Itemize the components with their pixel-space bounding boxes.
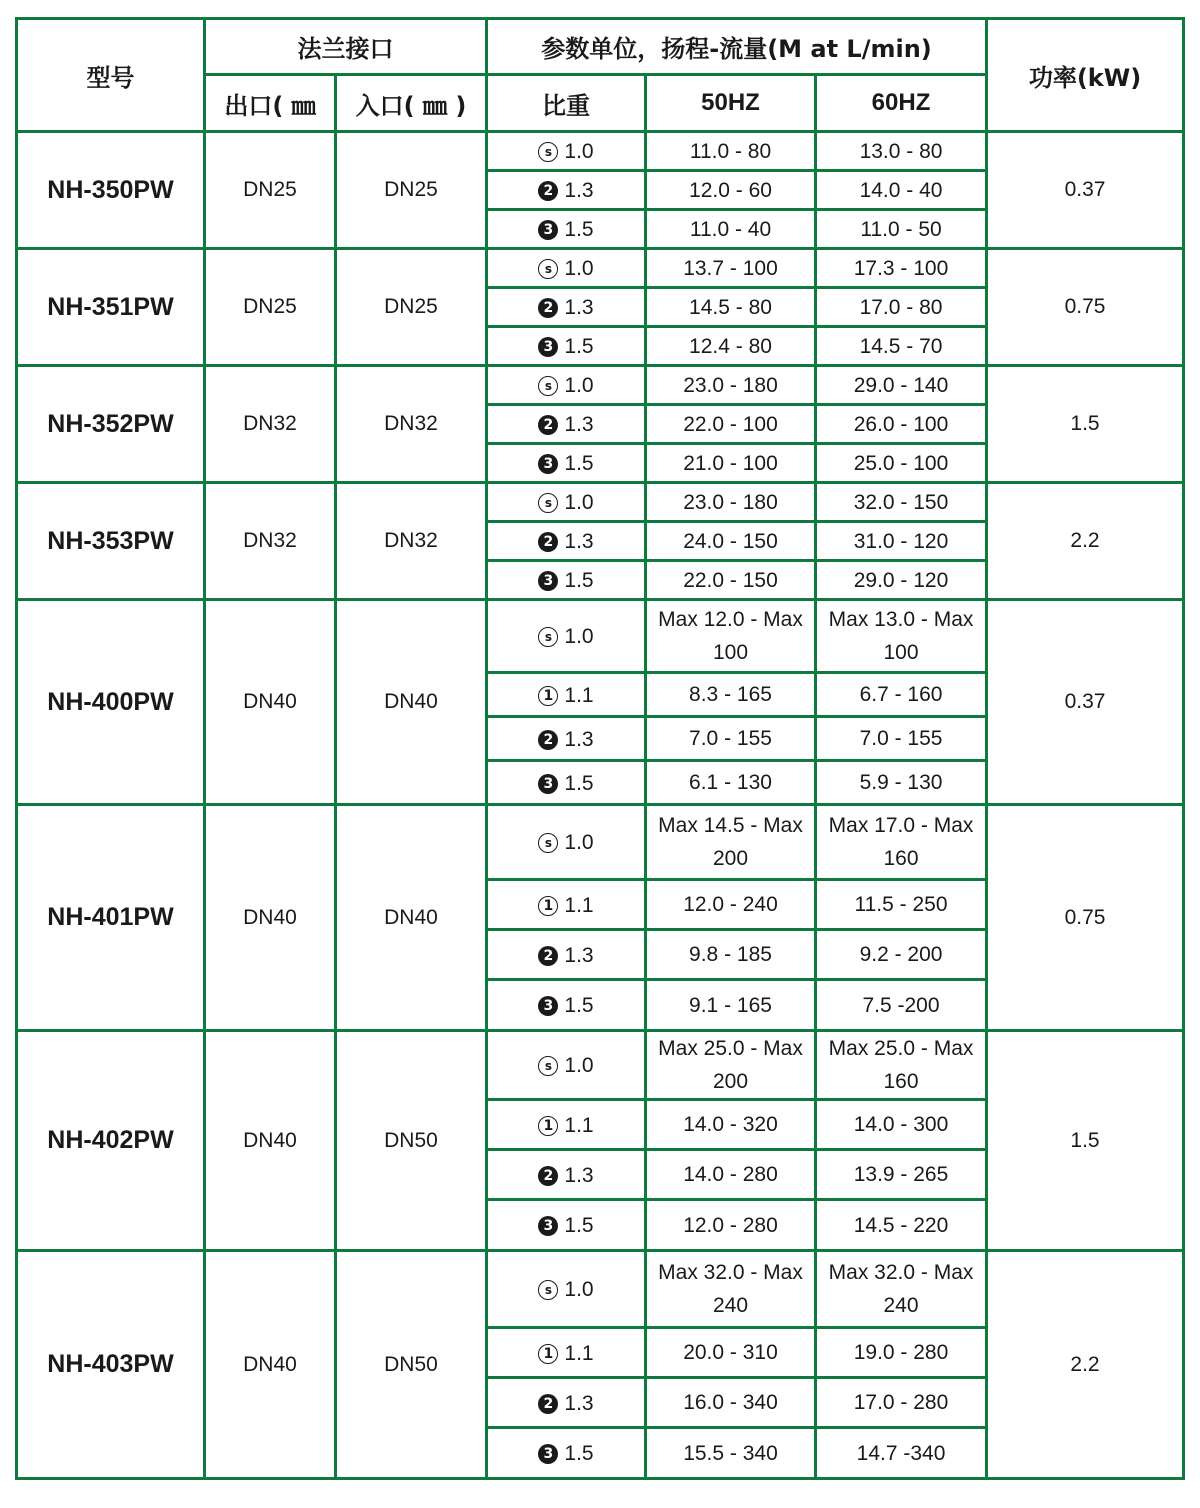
- gravity-label: [538, 728, 593, 752]
- gravity-cell: [487, 1251, 646, 1328]
- gravity-value: 1.0: [564, 140, 594, 163]
- gravity-cell: [487, 288, 646, 327]
- table-row: [17, 366, 1184, 405]
- gravity-label: [538, 831, 593, 855]
- head-flow-60hz-cell: 7.5 -200: [816, 980, 987, 1031]
- gravity-value: 1.5: [564, 218, 594, 241]
- head-flow-60hz-cell: Max 32.0 - Max 240: [816, 1251, 987, 1328]
- gravity-grade-icon: s: [538, 1056, 558, 1076]
- gravity-cell: [487, 405, 646, 444]
- head-flow-60hz-cell: 29.0 - 140: [816, 366, 987, 405]
- head-flow-60hz-cell: 32.0 - 150: [816, 483, 987, 522]
- gravity-grade-icon: 1: [538, 686, 558, 706]
- gravity-value: 1.0: [564, 625, 594, 648]
- head-flow-50hz-cell: 22.0 - 150: [646, 561, 816, 600]
- head-flow-50hz-cell: Max 12.0 - Max 100: [646, 600, 816, 673]
- gravity-cell: [487, 1100, 646, 1150]
- gravity-cell: [487, 880, 646, 930]
- model-cell: NH-401PW: [17, 805, 205, 1031]
- head-flow-60hz-cell: 11.0 - 50: [816, 210, 987, 249]
- model-cell: NH-402PW: [17, 1031, 205, 1251]
- gravity-label: [538, 452, 593, 476]
- model-cell: NH-351PW: [17, 249, 205, 366]
- inlet-cell: DN25: [336, 132, 487, 249]
- head-flow-50hz-cell: 23.0 - 180: [646, 366, 816, 405]
- head-flow-50hz-cell: 11.0 - 80: [646, 132, 816, 171]
- gravity-grade-icon: 2: [538, 415, 558, 435]
- head-flow-50hz-cell: 14.0 - 280: [646, 1150, 816, 1200]
- gravity-cell: [487, 522, 646, 561]
- gravity-grade-icon: 2: [538, 946, 558, 966]
- inlet-cell: DN40: [336, 805, 487, 1031]
- gravity-cell: [487, 132, 646, 171]
- gravity-cell: [487, 171, 646, 210]
- gravity-cell: [487, 1328, 646, 1378]
- inlet-cell: DN50: [336, 1031, 487, 1251]
- head-flow-60hz-cell: 9.2 - 200: [816, 930, 987, 980]
- gravity-value: 1.0: [564, 257, 594, 280]
- gravity-label: [538, 1342, 593, 1366]
- gravity-grade-icon: 1: [538, 1116, 558, 1136]
- gravity-value: 1.3: [564, 179, 594, 202]
- gravity-value: 1.5: [564, 1442, 594, 1465]
- gravity-value: 1.3: [564, 1391, 594, 1415]
- head-flow-50hz-cell: Max 25.0 - Max 200: [646, 1031, 816, 1100]
- outlet-cell: DN32: [205, 366, 336, 483]
- head-flow-60hz-cell: 13.0 - 80: [816, 132, 987, 171]
- header-outlet: 出口( ㎜: [205, 75, 336, 132]
- outlet-cell: DN32: [205, 483, 336, 600]
- gravity-label: [538, 1278, 593, 1302]
- head-flow-50hz-cell: 13.7 - 100: [646, 249, 816, 288]
- model-cell: NH-400PW: [17, 600, 205, 805]
- head-flow-60hz-cell: 17.0 - 80: [816, 288, 987, 327]
- model-cell: NH-352PW: [17, 366, 205, 483]
- head-flow-60hz-cell: 17.3 - 100: [816, 249, 987, 288]
- gravity-label: [538, 569, 593, 593]
- gravity-cell: [487, 1150, 646, 1200]
- gravity-value: 1.1: [564, 893, 594, 917]
- head-flow-60hz-cell: 14.5 - 220: [816, 1200, 987, 1251]
- head-flow-60hz-cell: 19.0 - 280: [816, 1328, 987, 1378]
- gravity-grade-icon: s: [538, 1280, 558, 1300]
- gravity-value: 1.5: [564, 771, 594, 795]
- gravity-label: [538, 1164, 593, 1188]
- head-flow-50hz-cell: 12.0 - 60: [646, 171, 816, 210]
- gravity-cell: [487, 561, 646, 600]
- head-flow-50hz-cell: 23.0 - 180: [646, 483, 816, 522]
- gravity-label: [538, 140, 593, 164]
- gravity-cell: [487, 1378, 646, 1428]
- head-flow-50hz-cell: 9.1 - 165: [646, 980, 816, 1031]
- gravity-value: 1.1: [564, 1113, 594, 1137]
- head-flow-60hz-cell: 6.7 - 160: [816, 673, 987, 717]
- gravity-label: [538, 1442, 593, 1466]
- power-cell: 2.2: [987, 483, 1184, 600]
- table-row: [17, 805, 1184, 880]
- gravity-label: [538, 772, 593, 796]
- head-flow-50hz-cell: 20.0 - 310: [646, 1328, 816, 1378]
- outlet-cell: DN25: [205, 249, 336, 366]
- table-row: [17, 249, 1184, 288]
- header-60hz: 60HZ: [816, 75, 987, 132]
- gravity-cell: [487, 249, 646, 288]
- head-flow-60hz-cell: 17.0 - 280: [816, 1378, 987, 1428]
- gravity-grade-icon: 2: [538, 730, 558, 750]
- gravity-label: [538, 179, 593, 203]
- inlet-cell: DN25: [336, 249, 487, 366]
- model-cell: NH-353PW: [17, 483, 205, 600]
- power-cell: 0.75: [987, 249, 1184, 366]
- gravity-grade-icon: 2: [538, 1394, 558, 1414]
- gravity-grade-icon: 2: [538, 532, 558, 552]
- gravity-cell: [487, 210, 646, 249]
- gravity-grade-icon: 3: [538, 571, 558, 591]
- gravity-cell: [487, 980, 646, 1031]
- head-flow-60hz-cell: 5.9 - 130: [816, 761, 987, 805]
- header-flange: 法兰接口: [205, 19, 487, 75]
- head-flow-50hz-cell: 7.0 - 155: [646, 717, 816, 761]
- head-flow-60hz-cell: 14.5 - 70: [816, 327, 987, 366]
- gravity-grade-icon: 1: [538, 896, 558, 916]
- outlet-cell: DN40: [205, 805, 336, 1031]
- gravity-cell: [487, 717, 646, 761]
- gravity-grade-icon: s: [538, 493, 558, 513]
- head-flow-50hz-cell: 12.0 - 240: [646, 880, 816, 930]
- gravity-value: 1.5: [564, 1214, 594, 1237]
- gravity-cell: [487, 930, 646, 980]
- gravity-label: [538, 257, 593, 281]
- gravity-grade-icon: 2: [538, 1166, 558, 1186]
- gravity-label: [538, 218, 593, 242]
- gravity-label: [538, 530, 593, 554]
- gravity-grade-icon: s: [538, 259, 558, 279]
- inlet-cell: DN32: [336, 483, 487, 600]
- inlet-cell: DN50: [336, 1251, 487, 1479]
- power-cell: 2.2: [987, 1251, 1184, 1479]
- gravity-grade-icon: 2: [538, 298, 558, 318]
- gravity-cell: [487, 805, 646, 880]
- outlet-cell: DN40: [205, 600, 336, 805]
- header-gravity: 比重: [487, 75, 646, 132]
- gravity-cell: [487, 673, 646, 717]
- outlet-cell: DN40: [205, 1031, 336, 1251]
- gravity-label: [538, 684, 593, 708]
- head-flow-50hz-cell: 8.3 - 165: [646, 673, 816, 717]
- inlet-cell: DN32: [336, 366, 487, 483]
- gravity-label: [538, 994, 593, 1018]
- gravity-label: [538, 625, 593, 649]
- gravity-grade-icon: 3: [538, 454, 558, 474]
- model-cell: NH-403PW: [17, 1251, 205, 1479]
- gravity-grade-icon: 3: [538, 1444, 558, 1464]
- gravity-label: [538, 335, 593, 359]
- outlet-cell: DN25: [205, 132, 336, 249]
- power-cell: 1.5: [987, 366, 1184, 483]
- gravity-value: 1.5: [564, 452, 594, 475]
- head-flow-60hz-cell: Max 25.0 - Max 160: [816, 1031, 987, 1100]
- gravity-label: [538, 1054, 593, 1078]
- gravity-label: [538, 1214, 593, 1238]
- gravity-value: 1.5: [564, 994, 594, 1017]
- head-flow-60hz-cell: 7.0 - 155: [816, 717, 987, 761]
- gravity-label: [538, 944, 593, 968]
- gravity-value: 1.5: [564, 569, 594, 592]
- gravity-label: [538, 894, 593, 918]
- head-flow-50hz-cell: 16.0 - 340: [646, 1378, 816, 1428]
- head-flow-60hz-cell: 31.0 - 120: [816, 522, 987, 561]
- power-cell: 0.37: [987, 132, 1184, 249]
- inlet-cell: DN40: [336, 600, 487, 805]
- gravity-grade-icon: 3: [538, 1216, 558, 1236]
- head-flow-60hz-cell: 26.0 - 100: [816, 405, 987, 444]
- head-flow-60hz-cell: Max 13.0 - Max 100: [816, 600, 987, 673]
- head-flow-50hz-cell: 12.0 - 280: [646, 1200, 816, 1251]
- gravity-grade-icon: s: [538, 833, 558, 853]
- gravity-value: 1.0: [564, 831, 594, 854]
- table-row: [17, 1031, 1184, 1100]
- gravity-cell: [487, 1031, 646, 1100]
- table-row: [17, 132, 1184, 171]
- power-cell: 0.75: [987, 805, 1184, 1031]
- head-flow-60hz-cell: 11.5 - 250: [816, 880, 987, 930]
- gravity-cell: [487, 327, 646, 366]
- head-flow-50hz-cell: Max 14.5 - Max 200: [646, 805, 816, 880]
- gravity-value: 1.0: [564, 491, 594, 514]
- gravity-label: [538, 296, 593, 320]
- gravity-grade-icon: s: [538, 627, 558, 647]
- pump-spec-table: [15, 17, 1185, 1480]
- gravity-value: 1.3: [564, 413, 594, 436]
- gravity-label: [538, 1392, 593, 1416]
- head-flow-60hz-cell: Max 17.0 - Max 160: [816, 805, 987, 880]
- head-flow-60hz-cell: 25.0 - 100: [816, 444, 987, 483]
- gravity-value: 1.3: [564, 727, 594, 751]
- table-row: [17, 600, 1184, 673]
- gravity-grade-icon: 3: [538, 220, 558, 240]
- gravity-value: 1.3: [564, 530, 594, 553]
- head-flow-50hz-cell: 21.0 - 100: [646, 444, 816, 483]
- gravity-grade-icon: 3: [538, 996, 558, 1016]
- header-power: 功率(kW): [987, 19, 1184, 132]
- gravity-grade-icon: s: [538, 142, 558, 162]
- gravity-cell: [487, 483, 646, 522]
- gravity-grade-icon: s: [538, 376, 558, 396]
- gravity-label: [538, 413, 593, 437]
- gravity-value: 1.3: [564, 296, 594, 319]
- gravity-cell: [487, 761, 646, 805]
- gravity-cell: [487, 444, 646, 483]
- header-model: 型号: [17, 19, 205, 132]
- header-inlet: 入口( ㎜ ): [336, 75, 487, 132]
- power-cell: 0.37: [987, 600, 1184, 805]
- gravity-value: 1.3: [564, 943, 594, 967]
- head-flow-60hz-cell: 14.0 - 300: [816, 1100, 987, 1150]
- head-flow-50hz-cell: Max 32.0 - Max 240: [646, 1251, 816, 1328]
- head-flow-60hz-cell: 14.7 -340: [816, 1428, 987, 1479]
- gravity-value: 1.1: [564, 683, 594, 707]
- header-params: 参数单位，扬程-流量(M at L/min): [487, 19, 987, 75]
- spec-table-body: [17, 132, 1184, 1479]
- gravity-cell: [487, 366, 646, 405]
- gravity-label: [538, 1114, 593, 1138]
- head-flow-60hz-cell: 13.9 - 265: [816, 1150, 987, 1200]
- head-flow-60hz-cell: 14.0 - 40: [816, 171, 987, 210]
- gravity-cell: [487, 600, 646, 673]
- head-flow-50hz-cell: 6.1 - 130: [646, 761, 816, 805]
- gravity-value: 1.1: [564, 1341, 594, 1365]
- gravity-grade-icon: 3: [538, 337, 558, 357]
- gravity-value: 1.0: [564, 374, 594, 397]
- gravity-value: 1.0: [564, 1278, 594, 1301]
- head-flow-50hz-cell: 22.0 - 100: [646, 405, 816, 444]
- table-row: [17, 483, 1184, 522]
- header-50hz: 50HZ: [646, 75, 816, 132]
- head-flow-60hz-cell: 29.0 - 120: [816, 561, 987, 600]
- gravity-grade-icon: 3: [538, 774, 558, 794]
- head-flow-50hz-cell: 9.8 - 185: [646, 930, 816, 980]
- power-cell: 1.5: [987, 1031, 1184, 1251]
- gravity-grade-icon: 2: [538, 181, 558, 201]
- gravity-value: 1.5: [564, 335, 594, 358]
- gravity-value: 1.3: [564, 1163, 594, 1187]
- head-flow-50hz-cell: 12.4 - 80: [646, 327, 816, 366]
- head-flow-50hz-cell: 11.0 - 40: [646, 210, 816, 249]
- gravity-cell: [487, 1428, 646, 1479]
- head-flow-50hz-cell: 14.0 - 320: [646, 1100, 816, 1150]
- head-flow-50hz-cell: 15.5 - 340: [646, 1428, 816, 1479]
- gravity-label: [538, 491, 593, 515]
- gravity-value: 1.0: [564, 1054, 594, 1077]
- outlet-cell: DN40: [205, 1251, 336, 1479]
- head-flow-50hz-cell: 14.5 - 80: [646, 288, 816, 327]
- model-cell: NH-350PW: [17, 132, 205, 249]
- gravity-label: [538, 374, 593, 398]
- gravity-cell: [487, 1200, 646, 1251]
- head-flow-50hz-cell: 24.0 - 150: [646, 522, 816, 561]
- table-row: [17, 1251, 1184, 1328]
- gravity-grade-icon: 1: [538, 1344, 558, 1364]
